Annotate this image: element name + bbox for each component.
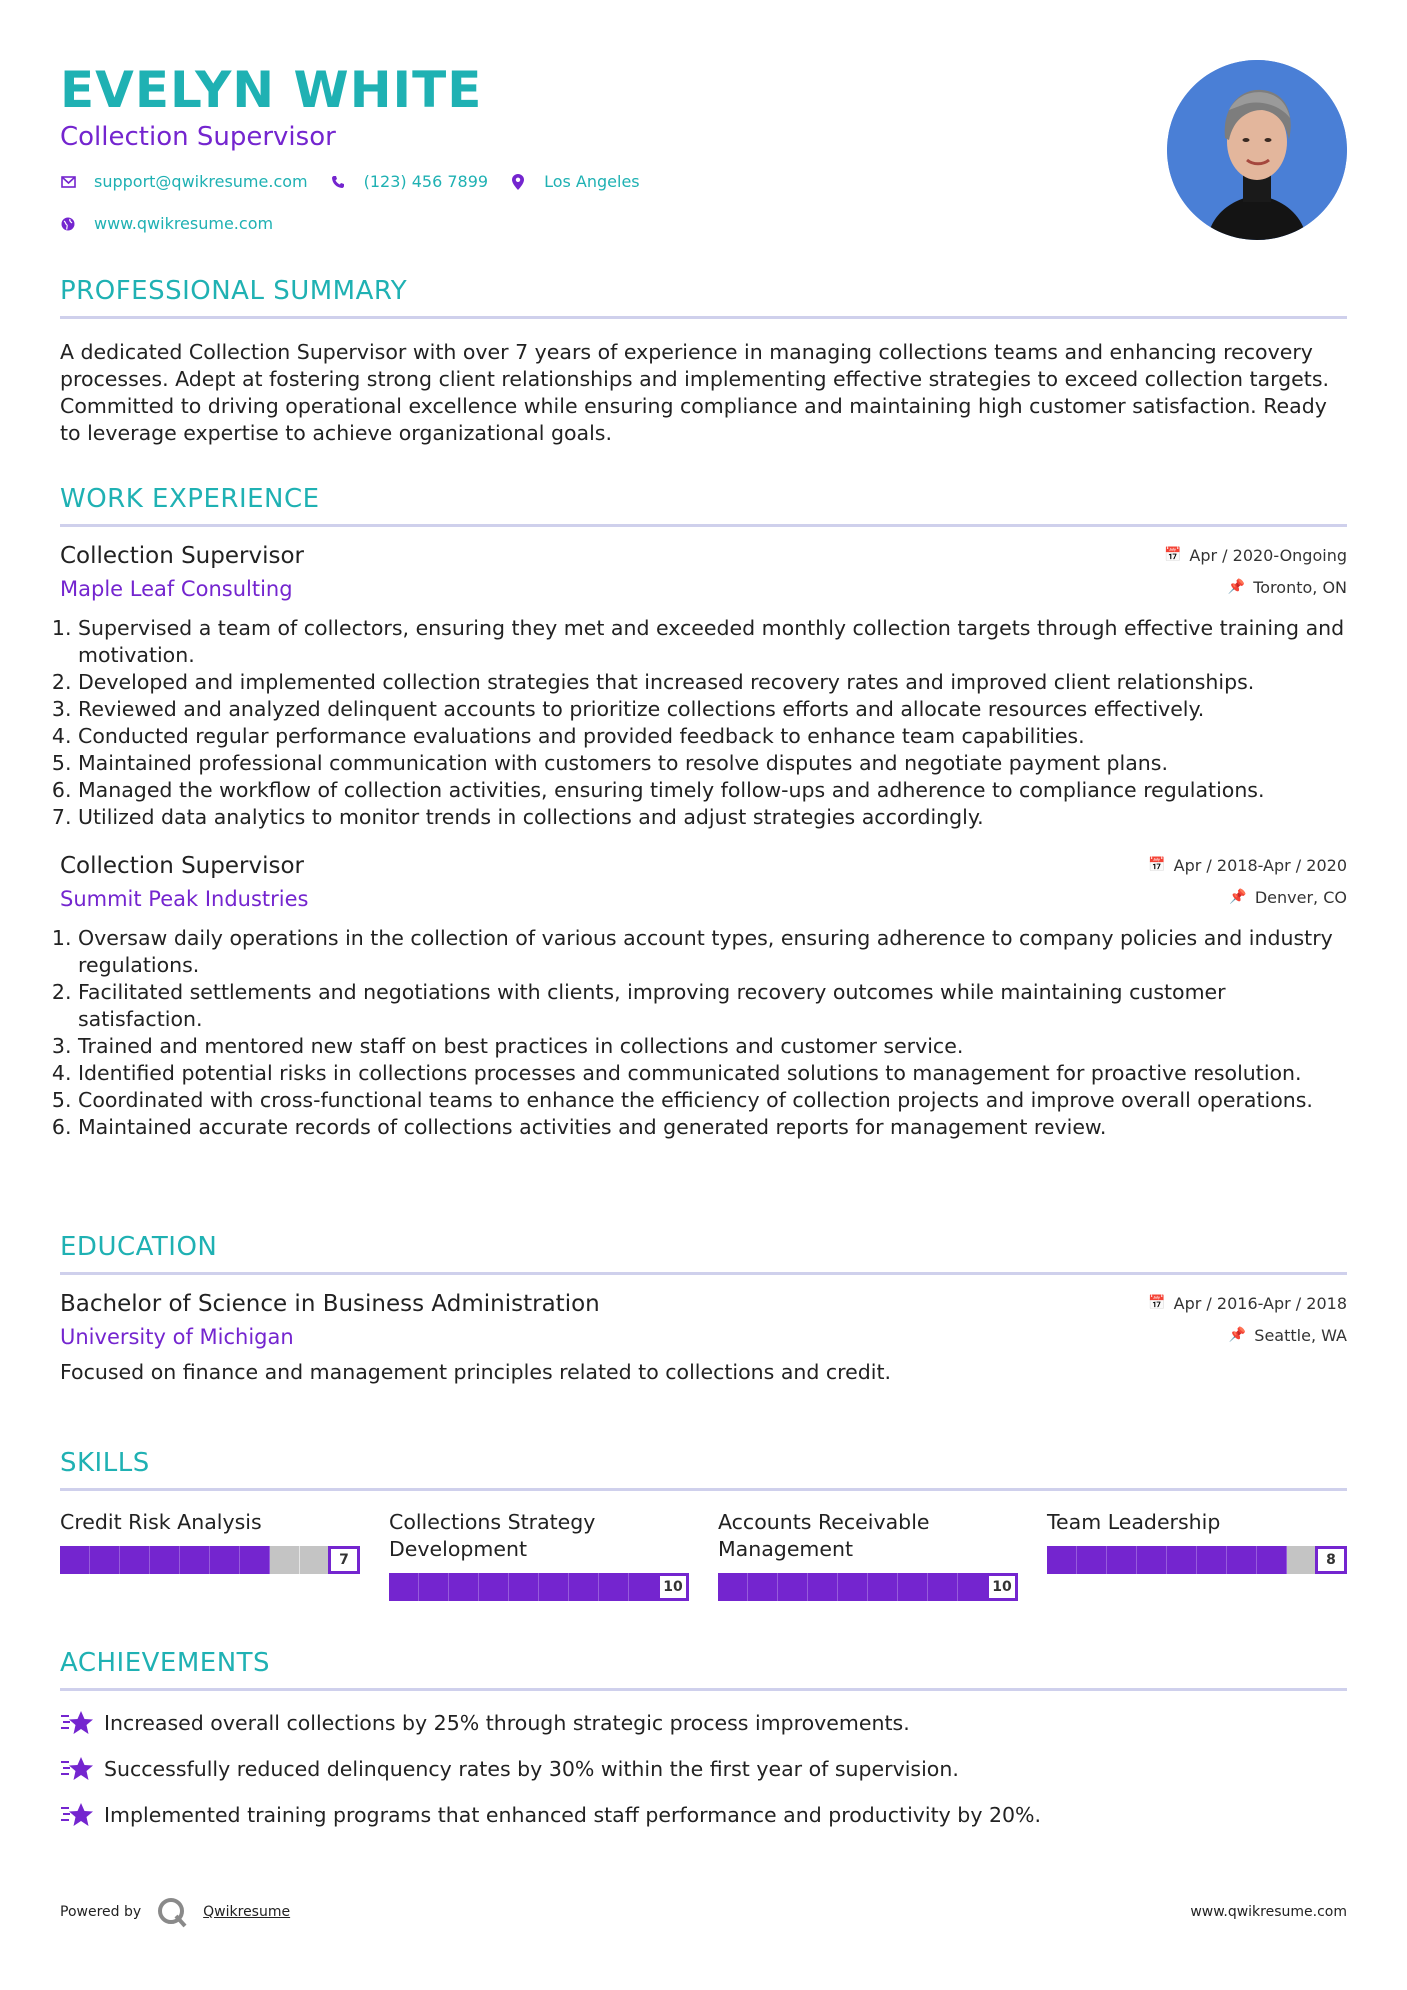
- job-dates: [1148, 853, 1347, 877]
- experience-section: [60, 484, 1347, 1141]
- skill-segment-filled: [629, 1573, 659, 1601]
- skill-bar: [60, 1546, 360, 1574]
- skill-segment-filled: [748, 1573, 778, 1601]
- skills-heading: SKILLS: [60, 1448, 1347, 1491]
- contact-row: [60, 172, 1347, 191]
- skill-level: 10: [657, 1573, 689, 1601]
- contact-row-website: [60, 214, 1347, 233]
- skill-segment-empty: [1287, 1546, 1317, 1574]
- website-text: www.qwikresume.com: [94, 214, 274, 233]
- achievement-item: [60, 1755, 1347, 1783]
- job-title: Collection Supervisor: [60, 543, 304, 569]
- bullet-item: 6. Managed the workflow of collection activities, ensuring timely follow-ups and adherence to compliance regulations.: [78, 777, 1347, 804]
- skill-level: 10: [986, 1573, 1018, 1601]
- job-location: [1164, 575, 1347, 599]
- star-award-icon: [60, 1709, 94, 1737]
- pin-icon: 📌: [1227, 579, 1246, 595]
- phone-text: (123) 456 7899: [363, 172, 489, 191]
- bullet-item: 5. Maintained professional communication with customers to resolve disputes and negotiate payment plans.: [78, 750, 1347, 777]
- skill-segment-filled: [1257, 1546, 1287, 1574]
- achievement-text: Increased overall collections by 25% through strategic process improvements.: [104, 1710, 910, 1735]
- job-company: Maple Leaf Consulting: [60, 577, 293, 601]
- calendar-icon: 📅: [1148, 1295, 1166, 1311]
- bullet-item: 5. Coordinated with cross-functional teams to enhance the efficiency of collection projects and improve overall operations.: [78, 1087, 1347, 1114]
- skill-segment-filled: [718, 1573, 748, 1601]
- skill-segment-empty: [300, 1546, 330, 1574]
- globe-icon: [60, 216, 76, 232]
- job-dates-text: Apr / 2020-Ongoing: [1189, 545, 1347, 565]
- education-meta: [1148, 1291, 1347, 1349]
- skill-name: Accounts Receivable Management: [718, 1510, 930, 1561]
- job-location-text: Denver, CO: [1254, 887, 1347, 907]
- contact-phone[interactable]: [330, 172, 488, 191]
- candidate-role: Collection Supervisor: [60, 122, 336, 152]
- skill-bar: [389, 1573, 689, 1601]
- skill-segment-empty: [270, 1546, 300, 1574]
- contact-email[interactable]: [60, 172, 308, 191]
- skill-segment-filled: [449, 1573, 479, 1601]
- bullet-item: 2. Facilitated settlements and negotiations with clients, improving recovery outcomes while maintaining customer satisfaction.: [78, 979, 1347, 1033]
- skill-name: Team Leadership: [1047, 1510, 1221, 1534]
- skill-segment-filled: [958, 1573, 988, 1601]
- skill-segment-filled: [898, 1573, 928, 1601]
- map-pin-icon: [510, 174, 526, 190]
- bullet-item: 1. Oversaw daily operations in the collection of various account types, ensuring adherence to company policies and industry regulations.: [78, 925, 1347, 979]
- skills-row: [60, 1509, 1347, 1601]
- skill-segment-filled: [1167, 1546, 1197, 1574]
- skill-name: Credit Risk Analysis: [60, 1510, 262, 1534]
- skill-segment-filled: [180, 1546, 210, 1574]
- skill-item: [1047, 1509, 1347, 1601]
- pin-icon: 📌: [1229, 889, 1247, 905]
- education-description: Focused on finance and management principles related to collections and credit.: [60, 1360, 892, 1384]
- skill-segment-filled: [419, 1573, 449, 1601]
- footer-url[interactable]: www.qwikresume.com: [1190, 1904, 1347, 1920]
- skill-segment-filled: [60, 1546, 90, 1574]
- skill-segment-filled: [1077, 1546, 1107, 1574]
- skill-segment-filled: [808, 1573, 838, 1601]
- job-dates: [1164, 543, 1347, 567]
- skill-segment-filled: [389, 1573, 419, 1601]
- contact-location: [510, 172, 640, 191]
- achievement-item: [60, 1709, 1347, 1737]
- job-dates-text: Apr / 2018-Apr / 2020: [1173, 855, 1347, 875]
- skill-segment-filled: [1227, 1546, 1257, 1574]
- job-entry: [60, 853, 1347, 1141]
- powered-by-label: Powered by: [60, 1904, 142, 1920]
- summary-text: A dedicated Collection Supervisor with over 7 years of experience in managing collections teams and enhancing recovery processes. Adept at fostering strong client relationships and implementing effective strategies to exceed collection targets. Committed to driving operational excellence while ensuring compliance and maintaining high customer satisfaction. Ready to leverage expertise to achieve organizational goals.: [60, 340, 1330, 445]
- school-name: University of Michigan: [60, 1325, 294, 1349]
- skill-level: 7: [328, 1546, 360, 1574]
- skill-item: [60, 1509, 360, 1601]
- resume-footer: [60, 1895, 1347, 1929]
- skill-segment-filled: [210, 1546, 240, 1574]
- education-section: [60, 1232, 1347, 1386]
- job-header: [60, 543, 1347, 601]
- education-location-text: Seattle, WA: [1254, 1325, 1347, 1345]
- phone-icon: [330, 174, 346, 190]
- job-header: [60, 853, 1347, 911]
- bullet-item: 2. Developed and implemented collection strategies that increased recovery rates and improved client relationships.: [78, 669, 1347, 696]
- skill-segment-filled: [569, 1573, 599, 1601]
- job-company: Summit Peak Industries: [60, 887, 309, 911]
- bullet-item: 7. Utilized data analytics to monitor trends in collections and adjust strategies accordingly.: [78, 804, 1347, 831]
- skills-section: [60, 1448, 1347, 1601]
- skill-name: Collections Strategy Development: [389, 1510, 596, 1561]
- skill-segment-filled: [1107, 1546, 1137, 1574]
- brand-link[interactable]: Qwikresume: [203, 1904, 291, 1920]
- achievement-text: Implemented training programs that enhanced staff performance and productivity by 20%.: [104, 1802, 1042, 1827]
- skill-segment-filled: [868, 1573, 898, 1601]
- achievement-text: Successfully reduced delinquency rates by 30% within the first year of supervision.: [104, 1756, 959, 1781]
- job-meta: [1164, 543, 1347, 601]
- skill-segment-filled: [240, 1546, 270, 1574]
- calendar-icon: 📅: [1148, 857, 1166, 873]
- skill-segment-filled: [539, 1573, 569, 1601]
- skill-item: [718, 1509, 1018, 1601]
- profile-photo: [1167, 60, 1347, 240]
- star-award-icon: [60, 1801, 94, 1829]
- skill-segment-filled: [1047, 1546, 1077, 1574]
- education-location: [1148, 1323, 1347, 1347]
- bullet-item: 6. Maintained accurate records of collections activities and generated reports for management review.: [78, 1114, 1347, 1141]
- achievements-heading: ACHIEVEMENTS: [60, 1648, 1347, 1691]
- bullet-item: 1. Supervised a team of collectors, ensuring they met and exceeded monthly collection targets through effective training and motivation.: [78, 615, 1347, 669]
- skill-segment-filled: [90, 1546, 120, 1574]
- skill-segment-filled: [599, 1573, 629, 1601]
- skill-segment-filled: [150, 1546, 180, 1574]
- summary-section: [60, 276, 1347, 447]
- education-heading: EDUCATION: [60, 1232, 1347, 1275]
- mail-icon: [60, 174, 76, 190]
- skill-segment-filled: [928, 1573, 958, 1601]
- qwikresume-logo-icon: [155, 1895, 189, 1929]
- skill-segment-filled: [509, 1573, 539, 1601]
- location-text: Los Angeles: [544, 172, 640, 191]
- education-dates-text: Apr / 2016-Apr / 2018: [1173, 1293, 1347, 1313]
- job-meta: [1148, 853, 1347, 911]
- job-bullets: [60, 925, 1347, 1141]
- achievement-item: [60, 1801, 1347, 1829]
- job-location: [1148, 885, 1347, 909]
- achievements-section: [60, 1648, 1347, 1829]
- skill-segment-filled: [120, 1546, 150, 1574]
- job-location-text: Toronto, ON: [1253, 577, 1347, 597]
- candidate-name: EVELYN WHITE: [60, 61, 483, 119]
- skill-segment-filled: [1197, 1546, 1227, 1574]
- calendar-icon: 📅: [1163, 547, 1182, 563]
- skill-segment-filled: [838, 1573, 868, 1601]
- skill-bar: [1047, 1546, 1347, 1574]
- pin-icon: 📌: [1228, 1327, 1247, 1343]
- education-dates: [1148, 1291, 1347, 1315]
- resume-header: [60, 60, 1347, 250]
- experience-heading: WORK EXPERIENCE: [60, 484, 1347, 527]
- powered-by: [60, 1895, 290, 1929]
- summary-heading: PROFESSIONAL SUMMARY: [60, 276, 1347, 319]
- contact-website[interactable]: [60, 214, 273, 233]
- degree-title: Bachelor of Science in Business Administration: [60, 1291, 600, 1317]
- bullet-item: 4. Conducted regular performance evaluations and provided feedback to enhance team capabilities.: [78, 723, 1347, 750]
- skill-segment-filled: [778, 1573, 808, 1601]
- education-header: [60, 1291, 1347, 1349]
- bullet-item: 4. Identified potential risks in collections processes and communicated solutions to management for proactive resolution.: [78, 1060, 1347, 1087]
- star-award-icon: [60, 1755, 94, 1783]
- job-entry: [60, 543, 1347, 831]
- email-text: support@qwikresume.com: [94, 172, 308, 191]
- bullet-item: 3. Reviewed and analyzed delinquent accounts to prioritize collections efforts and allocate resources effectively.: [78, 696, 1347, 723]
- skill-segment-filled: [479, 1573, 509, 1601]
- bullet-item: 3. Trained and mentored new staff on best practices in collections and customer service.: [78, 1033, 1347, 1060]
- skill-bar: [718, 1573, 1018, 1601]
- skill-level: 8: [1315, 1546, 1347, 1574]
- job-title: Collection Supervisor: [60, 853, 304, 879]
- job-bullets: [60, 615, 1347, 831]
- skill-item: [389, 1509, 689, 1601]
- skill-segment-filled: [1137, 1546, 1167, 1574]
